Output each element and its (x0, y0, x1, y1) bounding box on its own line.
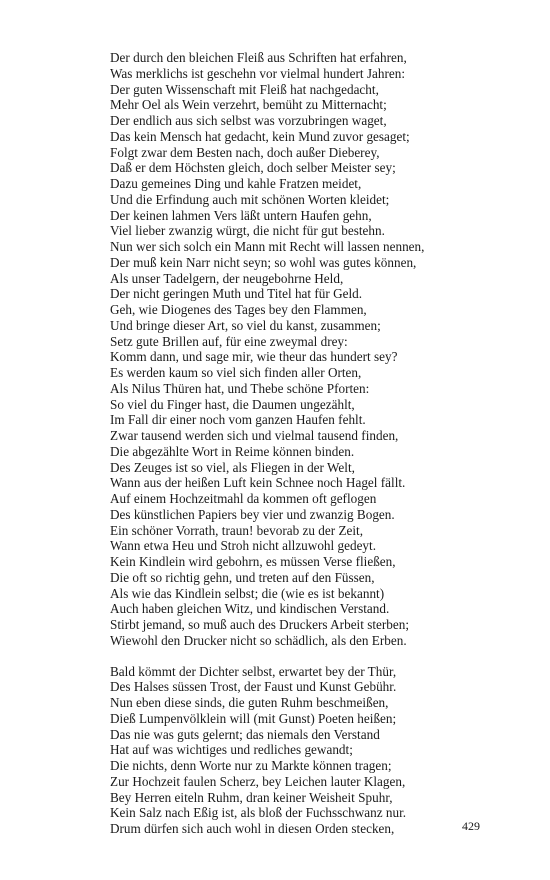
verse-line: Der durch den bleichen Fleiß aus Schriften hat erfahren, (110, 50, 407, 65)
verse-line: Auf einem Hochzeitmahl da kommen oft geflogen (110, 491, 377, 506)
verse-line: Mehr Oel als Wein verzehrt, bemüht zu Mitternacht; (110, 97, 387, 113)
verse-line: Das nie was guts gelernt; das niemals den Verstand (110, 726, 380, 742)
verse-line: Wiewohl den Drucker nicht so schädlich, als den Erben. (110, 632, 407, 648)
verse-line: Als unser Tadelgern, der neugebohrne Held, (110, 270, 344, 286)
page-number: 429 (462, 819, 480, 833)
verse-line: Setz gute Brillen auf, für eine zweymal drey: (110, 333, 348, 349)
verse-line: Kein Kindlein wird gebohrn, es müssen Verse fließen, (110, 554, 396, 569)
verse-line: Die abgezählte Wort in Reime können binden. (110, 443, 355, 459)
verse-line: Das kein Mensch hat gedacht, kein Mund zuvor gesaget; (110, 128, 410, 144)
verse-line: Und die Erfindung auch mit schönen Worten kleidet; (110, 191, 390, 207)
verse-line: Der nicht geringen Muth und Titel hat für Geld. (110, 286, 363, 302)
verse-line: Der keinen lahmen Vers läßt untern Haufen gehn, (110, 207, 372, 223)
verse-line: Drum dürfen sich auch wohl in diesen Orden stecken, (110, 821, 395, 836)
verse-line: Die oft so richtig gehn, und treten auf den Füssen, (110, 569, 375, 585)
verse-line: Bald kömmt der Dichter selbst, erwartet bey der Thür, (110, 663, 397, 679)
verse-line: Komm dann, und sage mir, wie theur das hundert sey? (110, 349, 398, 365)
verse-line: So viel du Finger hast, die Daumen ungezählt, (110, 396, 355, 412)
verse-line: Hat auf was wichtiges und redliches gewandt; (110, 742, 353, 758)
verse-line: Des Halses süssen Trost, der Faust und Kunst Gebühr. (110, 679, 397, 695)
verse-line: Die nichts, denn Worte nur zu Markte können tragen; (110, 758, 392, 773)
verse-line: Kein Salz nach Eßig ist, als bloß der Fuchsschwanz nur. (110, 805, 407, 821)
verse-line: Des Zeuges ist so viel, als Fliegen in der Welt, (110, 459, 355, 475)
verse-line: Wann aus der heißen Luft kein Schnee noch Hagel fällt. (110, 475, 406, 491)
verse-line: Bey Herren eiteln Ruhm, dran keiner Weisheit Spuhr, (110, 789, 393, 805)
verse-line: Dieß Lumpenvölklein will (mit Gunst) Poeten heißen; (110, 710, 397, 726)
verse-line: Viel lieber zwanzig würgt, die nicht für gut bestehn. (110, 223, 385, 239)
verse-line: Im Fall dir einer noch vom ganzen Haufen fehlt. (110, 412, 366, 428)
verse-line: Zur Hochzeit faulen Scherz, bey Leichen lauter Klagen, (110, 773, 406, 789)
verse-line: Daß er dem Höchsten gleich, doch selber Meister sey; (110, 160, 396, 176)
stanza-1 (110, 50, 530, 649)
verse-line: Als wie das Kindlein selbst; die (wie es ist bekannt) (110, 585, 385, 601)
verse-line: Der muß kein Narr nicht seyn; so wohl was gutes können, (110, 254, 417, 270)
verse-line: Der guten Wissenschaft mit Fleiß hat nachgedacht, (110, 81, 379, 97)
verse-line: Auch haben gleichen Witz, und kindischen Verstand. (110, 601, 390, 617)
verse-line: Des künstlichen Papiers bey vier und zwanzig Bogen. (110, 506, 395, 522)
verse-line: Nun eben diese sinds, die guten Ruhm beschmeißen, (110, 695, 389, 710)
verse-line: Der endlich aus sich selbst was vorzubringen waget, (110, 113, 387, 128)
verse-line: Zwar tausend werden sich und vielmal tausend finden, (110, 428, 399, 443)
verse-line: Stirbt jemand, so muß auch des Druckers Arbeit sterben; (110, 617, 410, 632)
verse-line: Folgt zwar dem Besten nach, doch außer Dieberey, (110, 144, 380, 160)
poem-text (110, 50, 530, 837)
verse-line: Es werden kaum so viel sich finden aller Orten, (110, 365, 362, 380)
stanza-2 (110, 664, 530, 837)
verse-line: Ein schöner Vorrath, traun! bevorab zu der Zeit, (110, 522, 364, 538)
verse-line: Als Nilus Thüren hat, und Thebe schöne Pforten: (110, 380, 370, 396)
verse-line: Nun wer sich solch ein Mann mit Recht will lassen nennen, (110, 239, 425, 254)
verse-line: Was merklichs ist geschehn vor vielmal hundert Jahren: (110, 65, 406, 81)
verse-line: Geh, wie Diogenes des Tages bey den Flammen, (110, 302, 367, 317)
verse-line: Und bringe dieser Art, so viel du kanst, zusammen; (110, 317, 381, 333)
verse-line: Wann etwa Heu und Stroh nicht allzuwohl gedeyt. (110, 538, 377, 554)
verse-line: Dazu gemeines Ding und kahle Fratzen meidet, (110, 176, 362, 191)
